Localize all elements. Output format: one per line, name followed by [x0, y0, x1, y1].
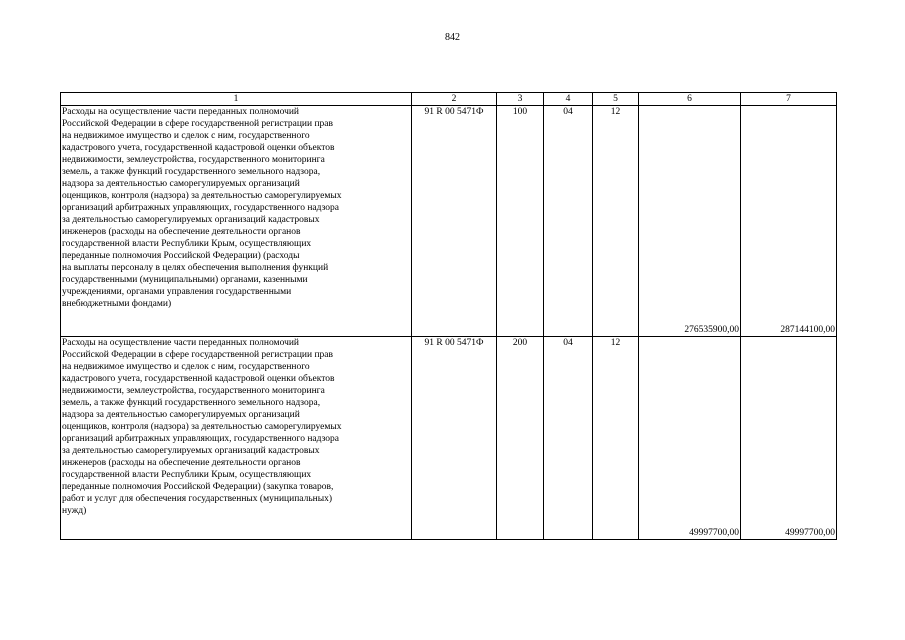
target-article-code: 91 R 00 5471Ф	[412, 337, 497, 540]
target-article-code: 91 R 00 5471Ф	[412, 106, 497, 337]
subsection-code: 12	[593, 337, 639, 540]
amount-year-2: 287144100,00	[741, 106, 837, 337]
column-header: 5	[593, 93, 639, 106]
amount-year-1: 49997700,00	[639, 337, 741, 540]
column-header: 7	[741, 93, 837, 106]
expense-description: Расходы на осуществление части переданных полномочий Российской Федерации в сфере государственной регистрации прав на недвижимое имущество и сделок с ним, государственного кадастрового учета, государственной кадастровой оценки объектов недвижимости, землеустройства, государственного мониторинга земель, а также функций государственного земельного надзора, надзора за деятельностью саморегулируемых организаций оценщиков, контроля (надзора) за деятельностью саморегулируемых организаций арбитражных управляющих, государственного надзора за деятельностью саморегулируемых организаций кадастровых инженеров (расходы на обеспечение деятельности органов государственной власти Республики Крым, осуществляющих переданные полномочия Российской Федерации) (расходы на выплаты персоналу в целях обеспечения выполнения функций государственными (муниципальными) органами, казенными учреждениями, органами управления государственными внебюджетными фондами)	[61, 106, 412, 337]
column-header: 1	[61, 93, 412, 106]
budget-table	[60, 92, 837, 540]
expense-type-code: 100	[497, 106, 544, 337]
amount-year-1: 276535900,00	[639, 106, 741, 337]
column-header: 2	[412, 93, 497, 106]
expense-description: Расходы на осуществление части переданных полномочий Российской Федерации в сфере государственной регистрации прав на недвижимое имущество и сделок с ним, государственного кадастрового учета, государственной кадастровой оценки объектов недвижимости, землеустройства, государственного мониторинга земель, а также функций государственного земельного надзора, надзора за деятельностью саморегулируемых организаций оценщиков, контроля (надзора) за деятельностью саморегулируемых организаций арбитражных управляющих, государственного надзора за деятельностью саморегулируемых организаций кадастровых инженеров (расходы на обеспечение деятельности органов государственной власти Республики Крым, осуществляющих переданные полномочия Российской Федерации) (закупка товаров, работ и услуг для обеспечения государственных (муниципальных) нужд)	[61, 337, 412, 540]
subsection-code: 12	[593, 106, 639, 337]
column-header: 3	[497, 93, 544, 106]
page-number: 842	[445, 32, 460, 43]
expense-type-code: 200	[497, 337, 544, 540]
table-row	[61, 106, 837, 337]
section-code: 04	[544, 106, 593, 337]
table-row	[61, 337, 837, 540]
section-code: 04	[544, 337, 593, 540]
table-header-row	[61, 93, 837, 106]
column-header: 6	[639, 93, 741, 106]
column-header: 4	[544, 93, 593, 106]
amount-year-2: 49997700,00	[741, 337, 837, 540]
